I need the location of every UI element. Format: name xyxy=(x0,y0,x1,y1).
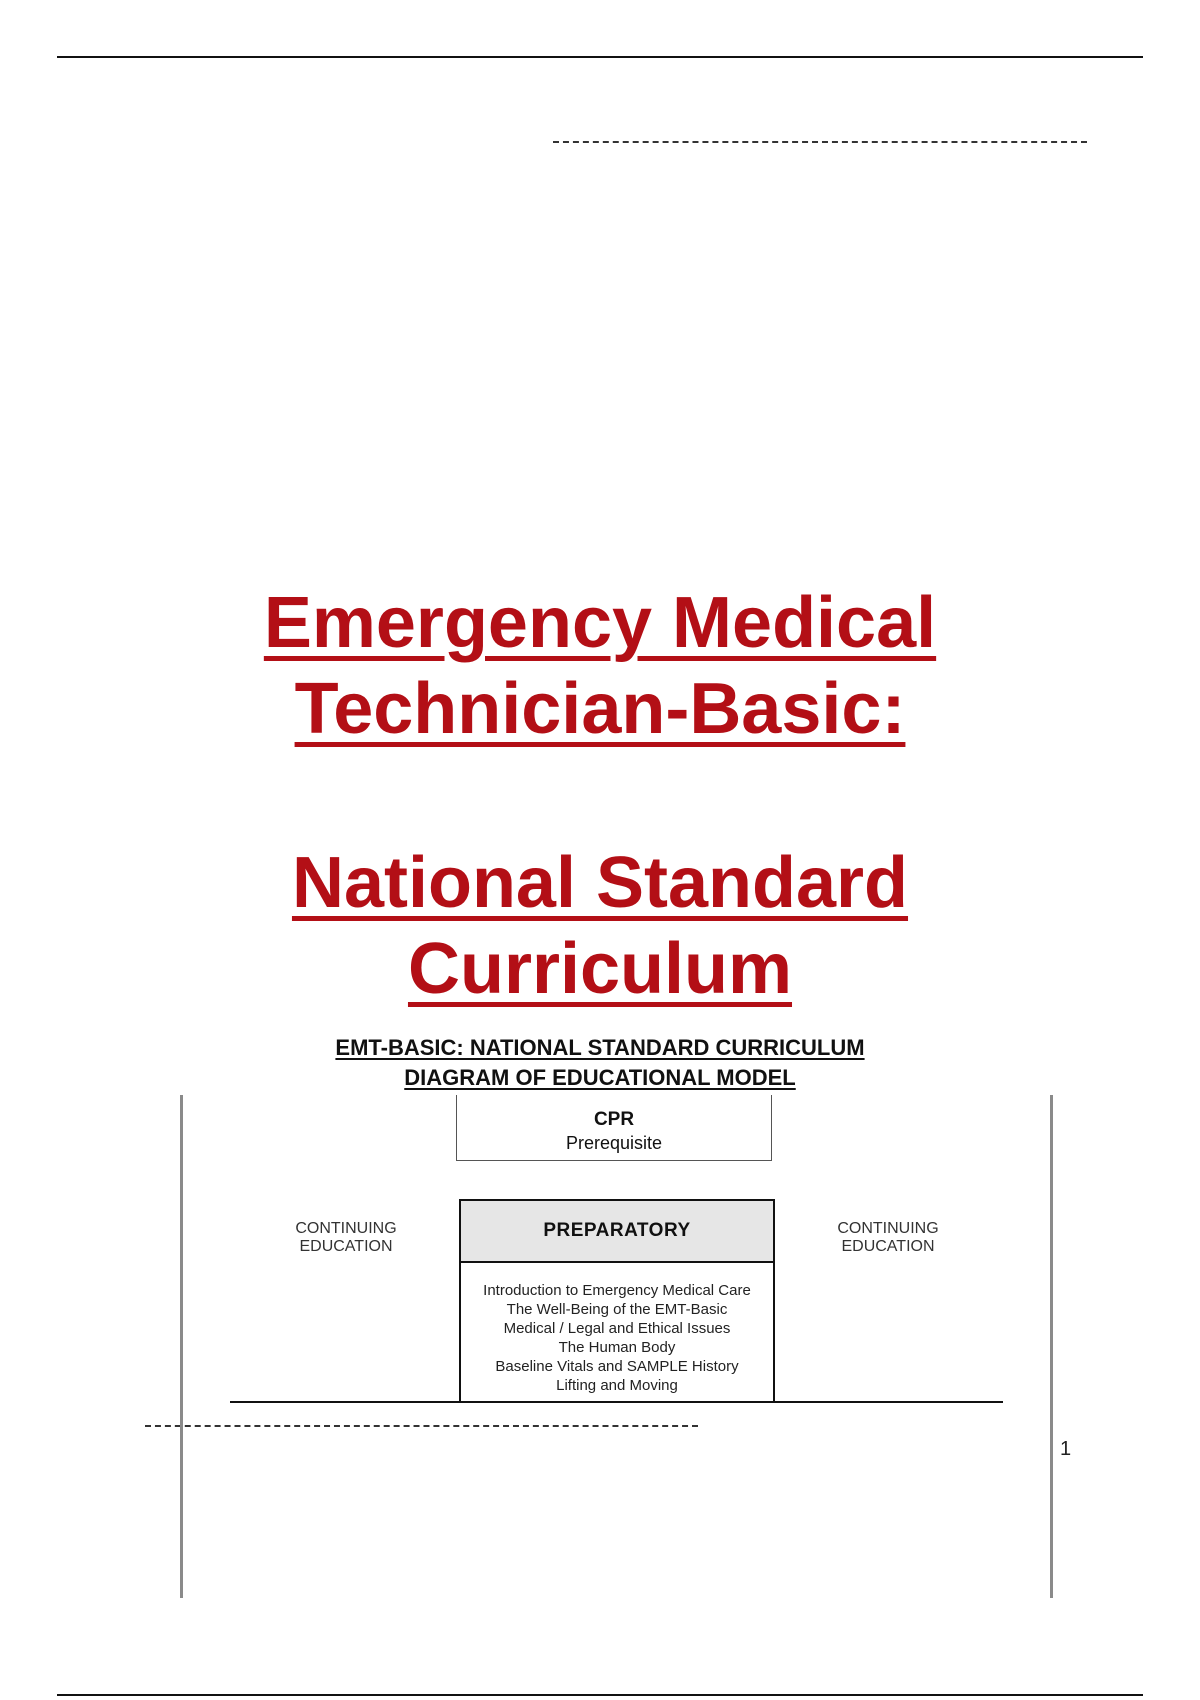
diagram-heading-1: EMT-BASIC: NATIONAL STANDARD CURRICULUM xyxy=(335,1035,865,1060)
title-line-4: Curriculum xyxy=(407,929,793,1009)
document-subtitle xyxy=(0,840,1200,1012)
document-title xyxy=(0,580,1200,752)
preparatory-title: PREPARATORY xyxy=(461,1201,773,1263)
title-line-3: National Standard xyxy=(291,843,909,923)
diagram-baseline xyxy=(230,1401,1003,1403)
list-item: Introduction to Emergency Medical Care xyxy=(483,1282,751,1299)
cpr-subtitle: Prerequisite xyxy=(565,1133,663,1153)
preparatory-topic-list xyxy=(461,1263,773,1395)
list-item: Medical / Legal and Ethical Issues xyxy=(503,1320,731,1337)
right-margin-line xyxy=(1050,1095,1053,1598)
continuing-education-right: CONTINUING EDUCATION xyxy=(837,1220,939,1255)
preparatory-module-box xyxy=(459,1199,775,1403)
title-line-1: Emergency Medical xyxy=(263,583,937,663)
top-dashed-separator xyxy=(553,141,1087,143)
top-rule xyxy=(57,56,1143,58)
middle-dashed-separator xyxy=(145,1425,698,1427)
list-item: Lifting and Moving xyxy=(556,1377,678,1394)
continuing-education-left: CONTINUING EDUCATION xyxy=(295,1220,397,1255)
list-item: The Well-Being of the EMT-Basic xyxy=(506,1301,728,1318)
diagram-heading-2: DIAGRAM OF EDUCATIONAL MODEL xyxy=(404,1065,796,1090)
list-item: The Human Body xyxy=(558,1339,676,1356)
bottom-rule xyxy=(57,1694,1143,1696)
cpr-prerequisite-box xyxy=(456,1095,772,1161)
left-margin-line xyxy=(180,1095,183,1598)
cpr-title: CPR xyxy=(593,1109,635,1130)
list-item: Baseline Vitals and SAMPLE History xyxy=(495,1358,739,1375)
page-number: 1 xyxy=(1060,1438,1072,1460)
title-line-2: Technician-Basic: xyxy=(294,669,906,749)
